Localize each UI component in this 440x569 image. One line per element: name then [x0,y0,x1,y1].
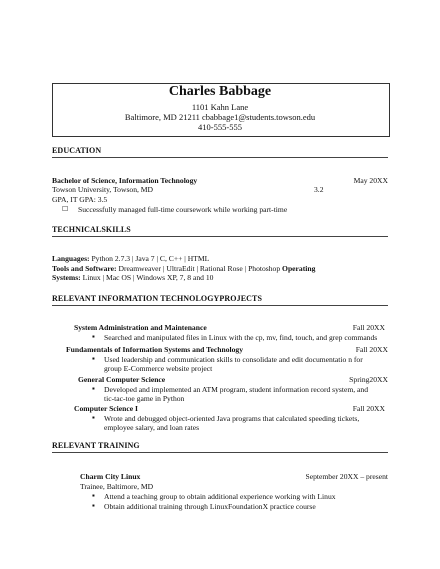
os-row [52,273,213,282]
training-item: Attend a teaching group to obtain additional experience working with Linux [104,492,336,501]
languages-label: Languages: [52,254,90,263]
it-gpa: GPA, IT GPA: 3.5 [52,195,108,204]
education-divider [52,157,388,158]
os-label-part2: Systems: [52,273,81,282]
overall-gpa: 3.2 [314,185,324,194]
square-bullet-icon: ▪ [92,491,95,500]
school: Towson University, Towson, MD [52,185,154,194]
degree-date: May 20XX [353,176,388,185]
education-note: Successfully managed full-time coursework while working part-time [78,205,288,214]
training-item: Obtain additional training through LinuxFoundationX practice course [104,502,316,511]
project-line: tic-tac-toe game in Python [104,394,185,403]
technical-skills-divider [52,236,388,237]
candidate-name: Charles Babbage [168,84,272,99]
checkbox-bullet-icon: ☐ [62,205,69,213]
training-org: Charm City Linux [80,472,141,481]
project-line: Searched and manipulated files in Linux with the cp, mv, find, touch, and grep commands [104,333,378,342]
project-line: employee salary, and loan rates [104,423,200,432]
languages-value: Python 2.7.3 | Java 7 | C, C++ | HTML [89,254,210,263]
phone-number: 410-555-555 [198,122,242,132]
project-date: Fall 20XX [352,404,385,413]
project-title: Fundamentals of Information Systems and Technology [66,345,244,354]
project-line: Wrote and debugged object-oriented Java programs that calculated speeding tickets, [104,414,360,423]
project-date: Spring20XX [349,375,388,384]
os-label-part1: Operating [282,264,316,273]
projects-heading: RELEVANT INFORMATION TECHNOLOGYPROJECTS [52,294,263,303]
training-date: September 20XX – present [305,472,388,481]
square-bullet-icon: ▪ [92,332,95,341]
tools-row [52,264,315,273]
project-date: Fall 20XX [355,345,388,354]
training-heading: RELEVANT TRAINING [52,441,140,450]
project-title: Computer Science I [74,404,138,413]
tools-label: Tools and Software: [52,264,117,273]
training-role: Trainee, Baltimore, MD [80,482,154,491]
square-bullet-icon: ▪ [92,501,95,510]
languages-row [52,254,209,263]
os-value: Linux | Mac OS | Windows XP, 7, 8 and 10 [80,273,214,282]
city-email: Baltimore, MD 21211 cbabbage1@students.towson.edu [124,112,316,122]
square-bullet-icon: ▪ [92,354,95,363]
education-heading: EDUCATION [52,146,102,155]
project-date: Fall 20XX [352,323,385,332]
street-address: 1101 Kahn Lane [191,102,249,112]
project-title: General Computer Science [78,375,166,384]
training-divider [52,452,388,453]
project-title: System Administration and Maintenance [74,323,207,332]
square-bullet-icon: ▪ [92,384,95,393]
project-line: group E-Commerce website project [104,364,213,373]
projects-divider [52,305,388,306]
tools-value: Dreamweaver | UltraEdit | Rational Rose | Photoshop [116,264,283,273]
technical-skills-heading: TECHNICALSKILLS [52,225,131,234]
project-line: Used leadership and communication skills to consolidate and edit documentatio n for [104,355,363,364]
project-line: Developed and implemented an ATM program, student information record system, and [104,385,369,394]
degree: Bachelor of Science, Information Technology [52,176,198,185]
square-bullet-icon: ▪ [92,413,95,422]
